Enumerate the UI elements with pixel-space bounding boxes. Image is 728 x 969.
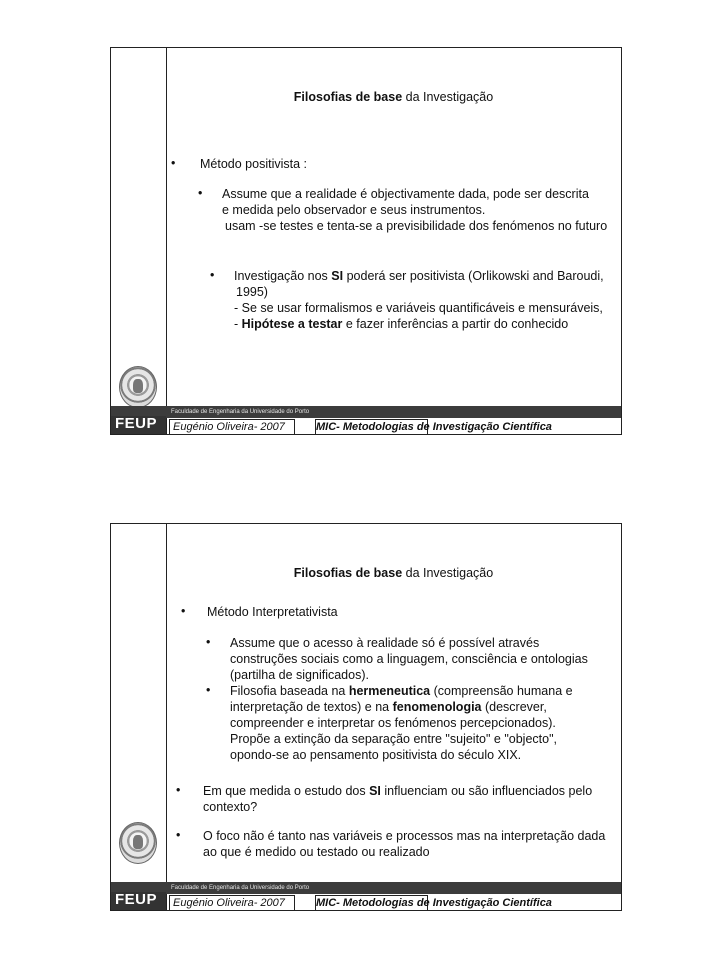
- bullet-text: compreender e interpretar os fenómenos percepcionados).: [230, 716, 556, 730]
- slide-1: [110, 47, 622, 435]
- bullet-text: Assume que o acesso à realidade só é possível através: [230, 636, 540, 650]
- bullet-text: Investigação nos SI poderá ser positivista (Orlikowski and Baroudi,: [234, 269, 604, 283]
- bullet-text: e medida pelo observador e seus instrumentos.: [222, 203, 486, 217]
- footer-course: MIC- Metodologias de Investigação Científica: [316, 897, 552, 909]
- bullet-text: O foco não é tanto nas variáveis e processos mas na interpretação dada: [203, 829, 606, 843]
- bullet-icon: •: [206, 683, 211, 697]
- footer-author: Eugénio Oliveira- 2007: [169, 895, 295, 910]
- bullet-text: ao que é medido ou testado ou realizado: [203, 845, 430, 859]
- bullet-icon: •: [176, 783, 181, 797]
- bullet-text: usam -se testes e tenta-se a previsibilidade dos fenómenos no futuro: [225, 219, 608, 233]
- bullet-icon: •: [171, 156, 176, 170]
- bullet-text: 1995): [236, 285, 268, 299]
- bullet-text: Propõe a extinção da separação entre "sujeito" e "objecto",: [230, 732, 557, 746]
- faculty-bar: [111, 882, 621, 894]
- bullet-text: Método positivista :: [200, 157, 307, 171]
- slide-sidebar: [111, 524, 167, 910]
- logo-band: [111, 416, 166, 434]
- university-seal-icon: [119, 822, 157, 864]
- bullet-icon: •: [206, 635, 211, 649]
- bullet-icon: •: [176, 828, 181, 842]
- faculty-name: Faculdade de Engenharia da Universidade do Porto: [171, 885, 310, 891]
- bullet-text: interpretação de textos) e na fenomenologia (descrever,: [230, 700, 547, 714]
- slide-content: [166, 48, 621, 404]
- bullet-text: opondo-se ao pensamento positivista do século XIX.: [230, 748, 522, 762]
- bullet-text: Em que medida o estudo dos SI influenciam ou são influenciados pelo: [203, 784, 593, 798]
- slide-title: Filosofias de base da Investigação: [293, 90, 494, 104]
- footer-course: MIC- Metodologias de Investigação Científica: [316, 421, 552, 433]
- bullet-text: Método Interpretativista: [207, 605, 338, 619]
- slide-title: Filosofias de base da Investigação: [293, 566, 494, 580]
- bullet-text: - Hipótese a testar e fazer inferências a partir do conhecido: [234, 317, 569, 331]
- logo-band: [111, 892, 166, 910]
- feup-logo: FEUP: [115, 415, 158, 432]
- bullet-icon: •: [181, 604, 186, 618]
- slide-content: [166, 524, 621, 880]
- slide-2: [110, 523, 622, 911]
- bullet-text: (partilha de significados).: [230, 668, 369, 682]
- bullet-text: contexto?: [203, 800, 258, 814]
- bullet-icon: •: [210, 268, 215, 282]
- feup-logo: FEUP: [115, 891, 158, 908]
- faculty-bar: [111, 406, 621, 418]
- footer-author: Eugénio Oliveira- 2007: [169, 419, 295, 434]
- bullet-text: Assume que a realidade é objectivamente dada, pode ser descrita: [222, 187, 589, 201]
- university-seal-icon: [119, 366, 157, 408]
- slide-sidebar: [111, 48, 167, 434]
- bullet-icon: •: [198, 186, 203, 200]
- bullet-text: - Se se usar formalismos e variáveis quantificáveis e mensuráveis,: [234, 301, 603, 315]
- faculty-name: Faculdade de Engenharia da Universidade do Porto: [171, 409, 310, 415]
- bullet-text: Filosofia baseada na hermeneutica (compreensão humana e: [230, 684, 573, 698]
- bullet-text: construções sociais como a linguagem, consciência e ontologias: [230, 652, 588, 666]
